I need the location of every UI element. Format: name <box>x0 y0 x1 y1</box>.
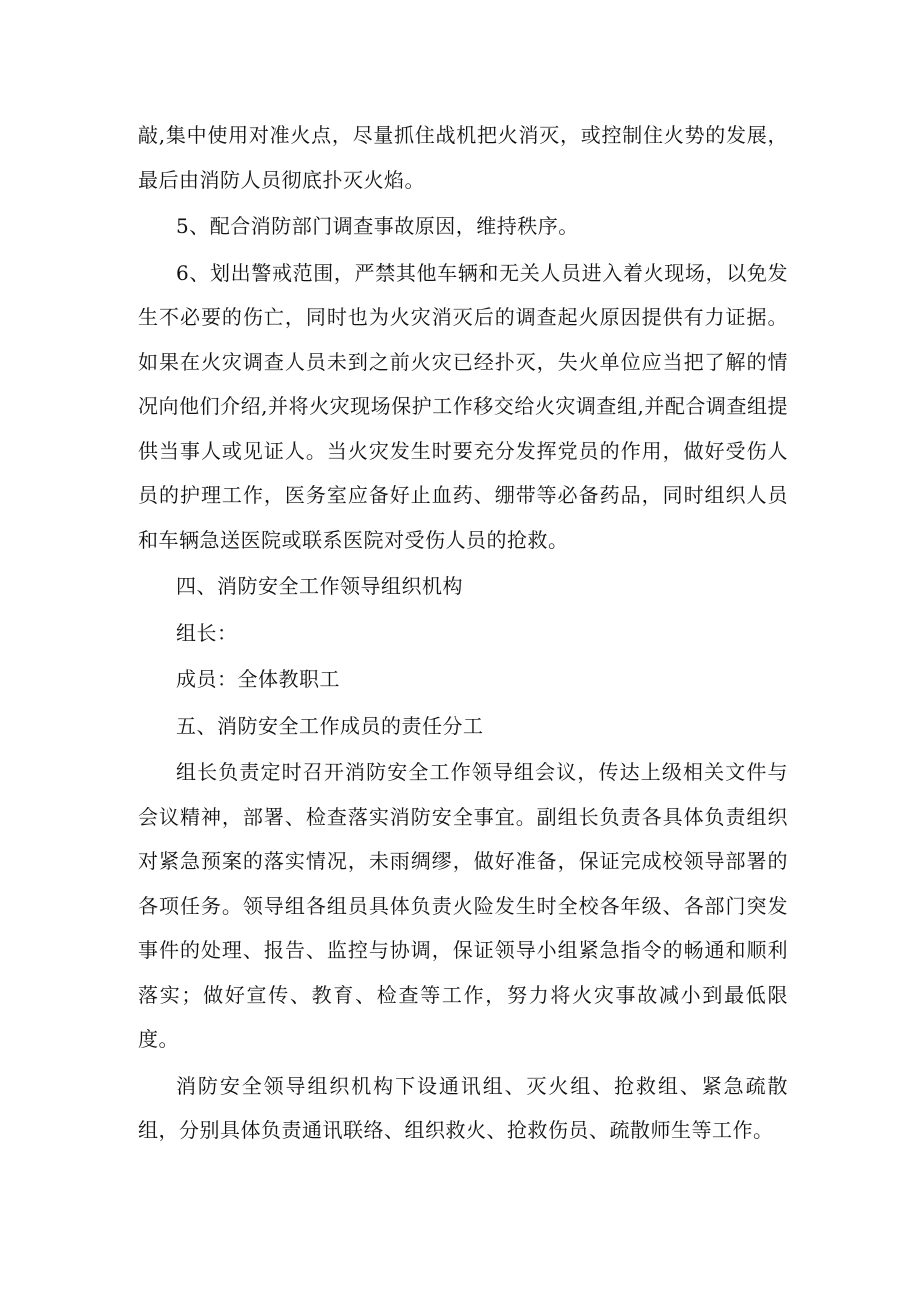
paragraph-continuation: 敲,集中使用对准火点，尽量抓住战机把火消灭，或控制住火势的发展，最后由消防人员彻底扑灭火焰。 <box>138 123 788 192</box>
document-body <box>138 113 788 1153</box>
paragraph-responsibilities: 组长负责定时召开消防安全工作领导组会议，传达上级相关文件与会议精神，部署、检查落实消防安全事宜。副组长负责各具体负责组织对紧急预案的落实情况，未雨绸缪，做好准备，保证完成校领导部署的各项任务。领导组各组员具体负责火险发生时全校各年级、各部门突发事件的处理、报告、监控与协调，保证领导小组紧急指令的畅通和顺利落实；做好宣传、教育、检查等工作，努力将火灾事故减小到最低限度。 <box>138 760 788 1051</box>
section-heading-4: 四、消防安全工作领导组织机构 <box>176 574 463 598</box>
paragraph-item-5: 5、配合消防部门调查事故原因，维持秩序。 <box>176 214 579 238</box>
paragraph-item-6: 6、划出警戒范围，严禁其他车辆和无关人员进入着火现场，以免发生不必要的伤亡，同时也为火灾消灭后的调查起火原因提供有力证据。如果在火灾调查人员未到之前火灾已经扑灭，失火单位应当把了解的情况向他们介绍,并将火灾现场保护工作移交给火灾调查组,并配合调查组提供当事人或见证人。当火灾发生时要充分发挥党员的作用，做好受伤人员的护理工作，医务室应备好止血药、绷带等必备药品，同时组织人员和车辆急送医院或联系医院对受伤人员的抢救。 <box>138 260 788 552</box>
leader-line: 组长： <box>176 620 238 645</box>
paragraph-subgroups: 消防安全领导组织机构下设通讯组、灭火组、抢救组、紧急疏散组，分别具体负责通讯联络、组织救火、抢救伤员、疏散师生等工作。 <box>138 1073 788 1142</box>
section-heading-5: 五、消防安全工作成员的责任分工 <box>176 713 484 738</box>
members-line: 成员：全体教职工 <box>176 667 340 691</box>
